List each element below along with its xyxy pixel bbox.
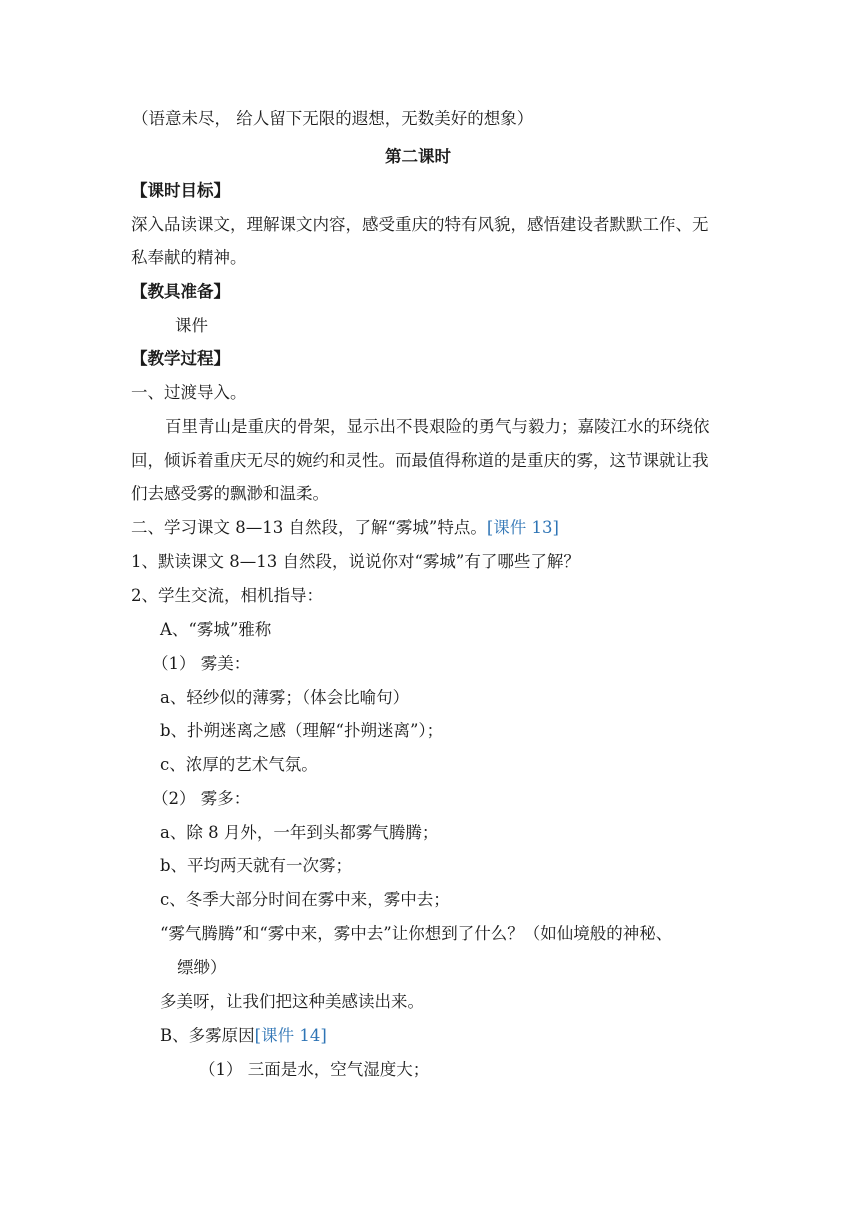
quote-question-line-2: 缥缈） <box>177 958 227 977</box>
part-b-title: B、多雾原因 <box>160 1026 255 1045</box>
fog-many-a: a、除 8 月外，一年到头都雾气腾腾； <box>160 823 439 842</box>
goal-line-1: 深入品读课文，理解课文内容，感受重庆的特有风貌，感悟建设者默默工作、无 <box>131 215 709 234</box>
read-aloud-line: 多美呀，让我们把这种美感读出来。 <box>160 992 424 1011</box>
question-2: 2、学生交流，相机指导： <box>131 586 323 605</box>
fog-beauty-title: （1） 雾美： <box>152 654 251 673</box>
courseware-13-link[interactable]: [课件 13] <box>486 518 559 537</box>
fog-many-title: （2） 雾多： <box>152 789 251 808</box>
step1-paragraph-line-3: 们去感受雾的飘渺和温柔。 <box>131 484 329 503</box>
step1-paragraph-line-1: 百里青山是重庆的骨架，显示出不畏艰险的勇气与毅力；嘉陵江水的环绕依 <box>165 417 710 436</box>
step1-paragraph-line-2: 回，倾诉着重庆无尽的婉约和灵性。而最值得称道的是重庆的雾，这节课就让我 <box>131 451 709 470</box>
fog-beauty-c: c、浓厚的艺术气氛。 <box>160 755 318 774</box>
goal-heading: 【课时目标】 <box>131 181 230 200</box>
quote-question-line-1: “雾气腾腾”和“雾中来，雾中去”让你想到了什么？（如仙境般的神秘、 <box>160 924 673 943</box>
process-heading: 【教学过程】 <box>131 349 230 368</box>
part-b-title-row <box>160 1025 327 1047</box>
tools-item: 课件 <box>175 316 208 335</box>
fog-beauty-a: a、轻纱似的薄雾；（体会比喻句） <box>160 688 410 707</box>
fog-beauty-b: b、扑朔迷离之感（理解“扑朔迷离”）； <box>160 721 444 740</box>
part-a-title: A、“雾城”雅称 <box>160 620 272 639</box>
step1-title: 一、过渡导入。 <box>131 383 247 402</box>
fog-many-b: b、平均两天就有一次雾； <box>160 856 353 875</box>
question-1: 1、默读课文 8—13 自然段，说说你对“雾城”有了哪些了解？ <box>131 552 580 571</box>
fog-many-c: c、冬季大部分时间在雾中来，雾中去； <box>160 890 450 909</box>
reason-1: （1） 三面是水，空气湿度大； <box>199 1060 430 1079</box>
courseware-14-link[interactable]: [课件 14] <box>254 1026 327 1045</box>
step2-title-row <box>131 517 559 539</box>
tools-heading: 【教具准备】 <box>131 282 230 301</box>
goal-line-2: 私奉献的精神。 <box>131 248 247 267</box>
step2-title: 二、学习课文 8—13 自然段，了解“雾城”特点。 <box>131 518 487 537</box>
lesson-title: 第二课时 <box>385 147 451 166</box>
intro-note: （语意未尽， 给人留下无限的遐想，无数美好的想象） <box>132 109 534 128</box>
